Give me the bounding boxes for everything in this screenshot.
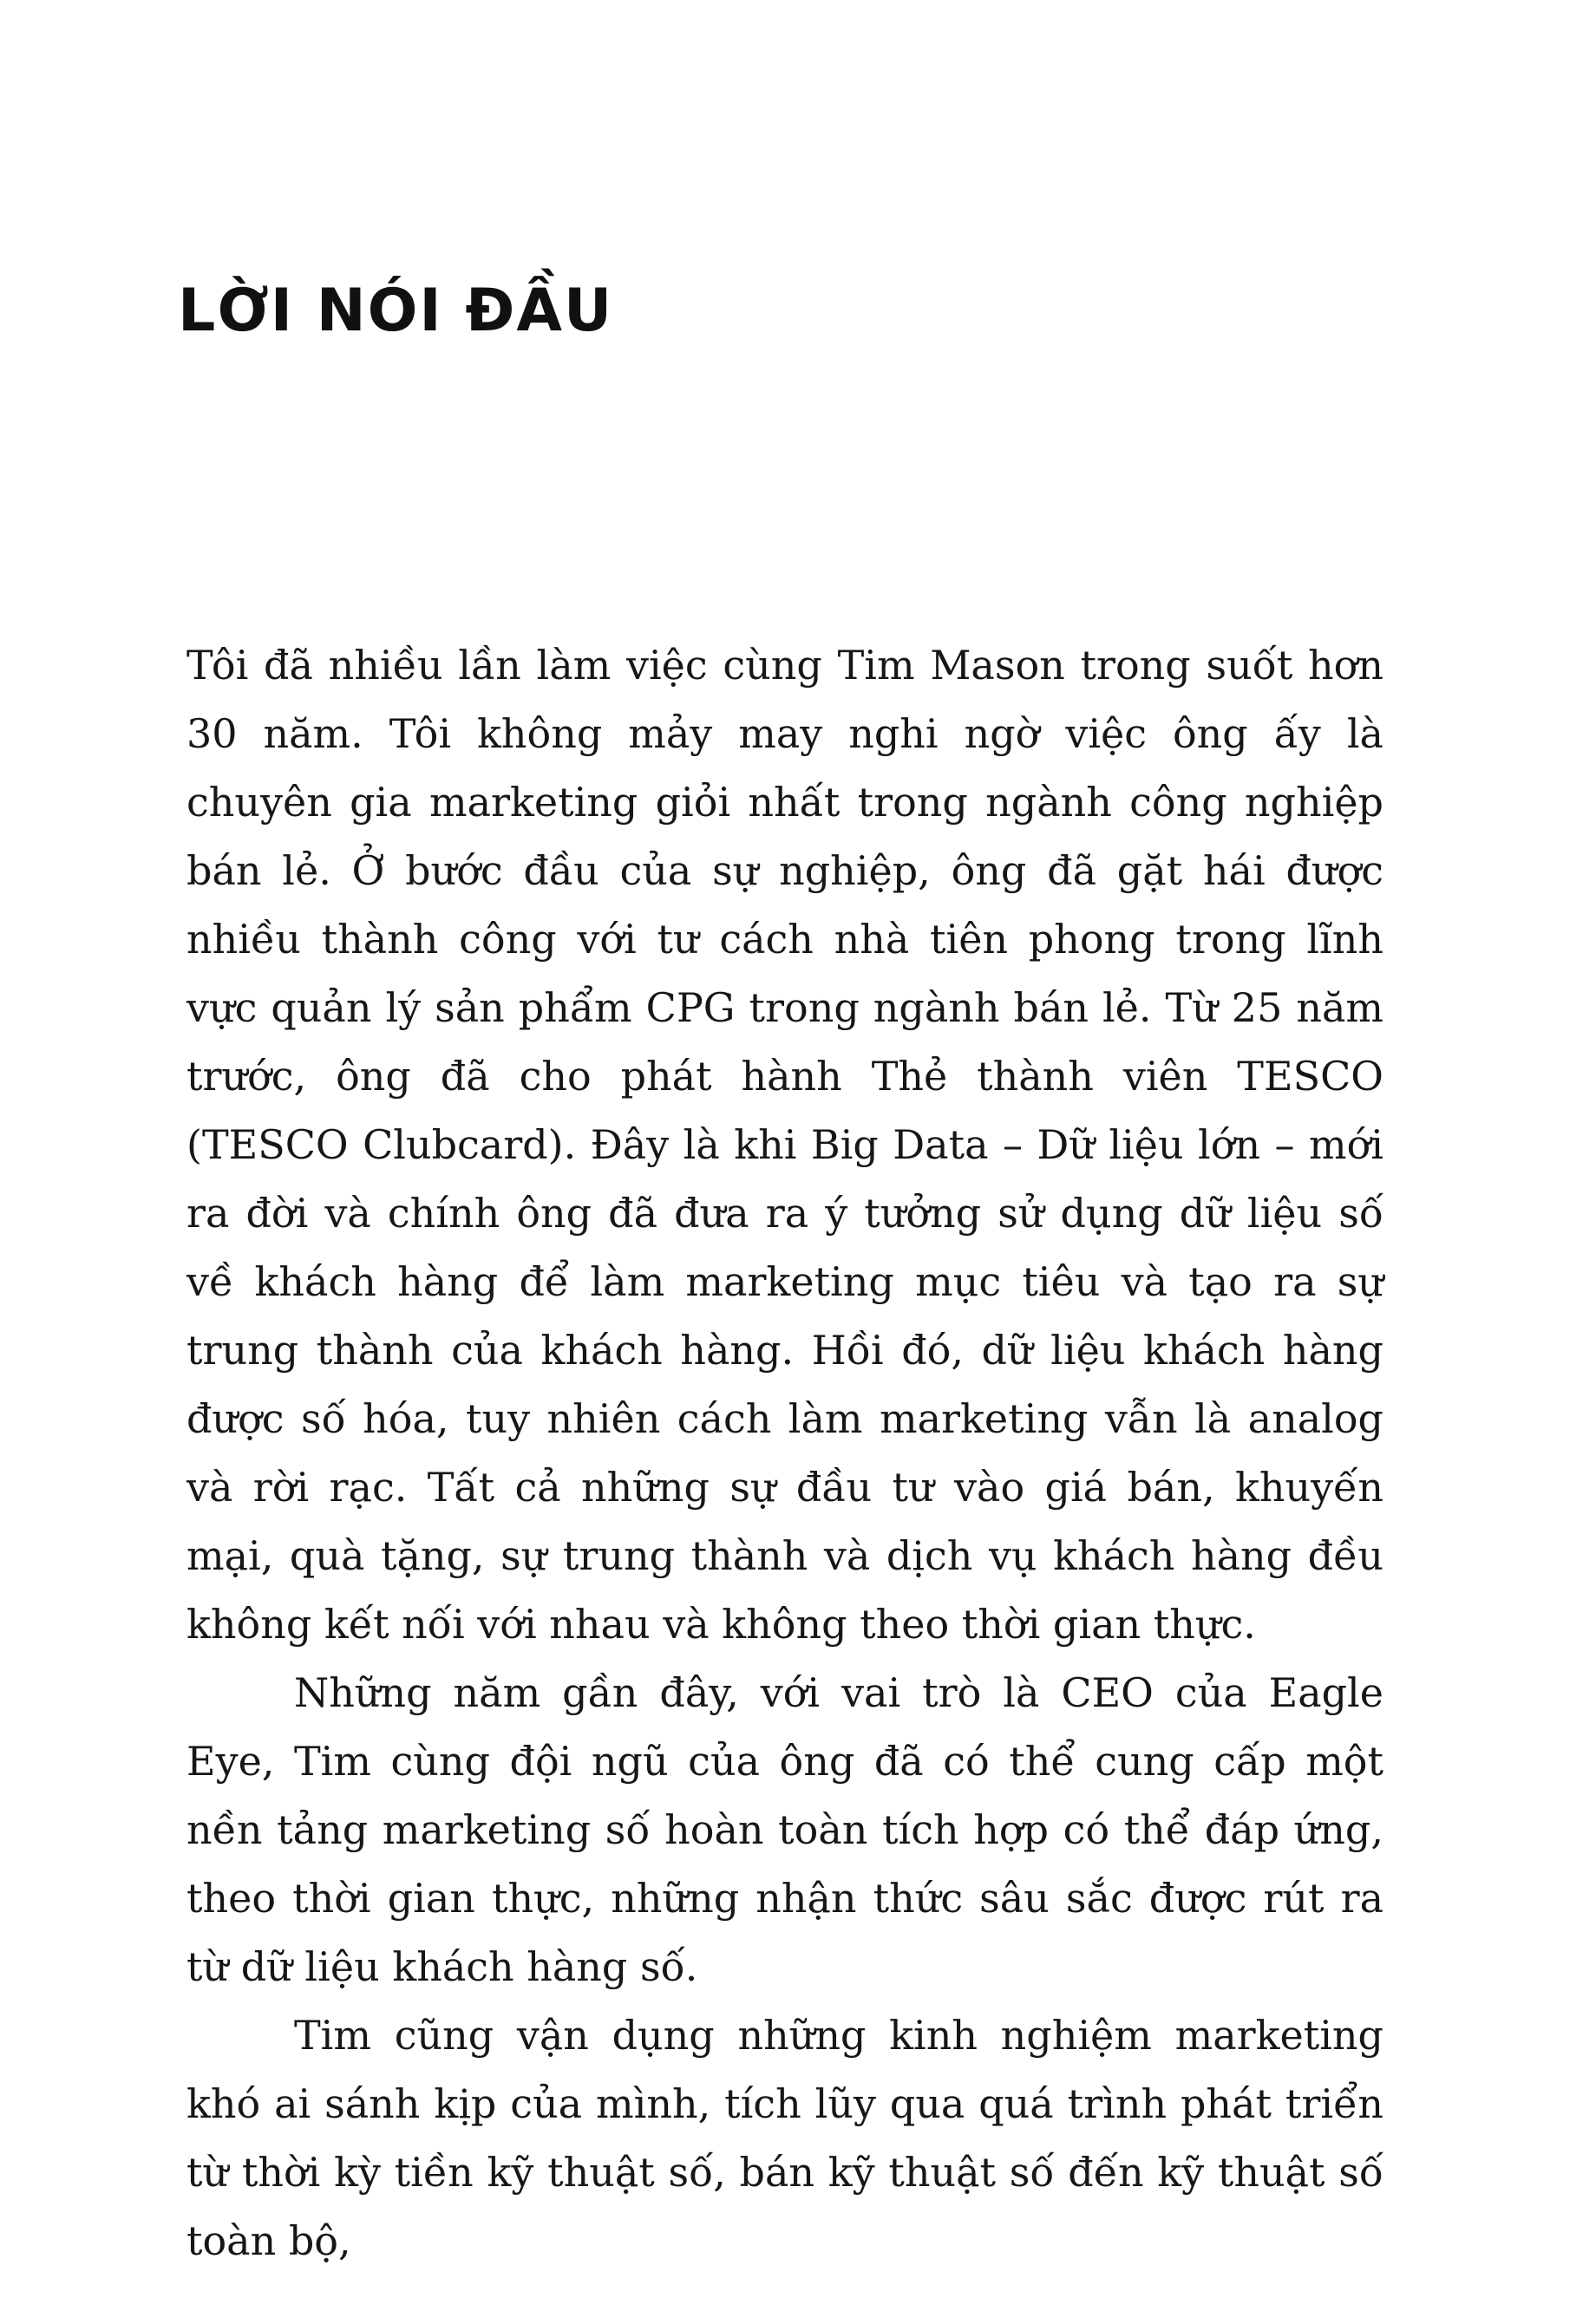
paragraph-2: Những năm gần đây, với vai trò là CEO của Eagle Eye, Tim cùng đội ngũ của ông đã có thể cung cấp một nền tảng marketing số hoàn toàn tích hợp có thể đáp ứng, theo thời gian thực, những nhận thức sâu sắc được rút ra từ dữ liệu khách hàng số. bbox=[186, 1669, 1383, 1990]
body-text bbox=[186, 631, 1383, 2275]
paragraph-1: Tôi đã nhiều lần làm việc cùng Tim Mason trong suốt hơn 30 năm. Tôi không mảy may nghi ngờ việc ông ấy là chuyên gia marketing giỏi nhất trong ngành công nghiệp bán lẻ. Ở bước đầu của sự nghiệp, ông đã gặt hái được nhiều thành công với tư cách nhà tiên phong trong lĩnh vực quản lý sản phẩm CPG trong ngành bán lẻ. Từ 25 năm trước, ông đã cho phát hành Thẻ thành viên TESCO (TESCO Clubcard). Đây là khi Big Data – Dữ liệu lớn – mới ra đời và chính ông đã đưa ra ý tưởng sử dụng dữ liệu số về khách hàng để làm marketing mục tiêu và tạo ra sự trung thành của khách hàng. Hồi đó, dữ liệu khách hàng được số hóa, tuy nhiên cách làm marketing vẫn là analog và rời rạc. Tất cả những sự đầu tư vào giá bán, khuyến mại, quà tặng, sự trung thành và dịch vụ khách hàng đều không kết nối với nhau và không theo thời gian thực. bbox=[186, 642, 1383, 1648]
page-title: LỜI NÓI ĐẦU bbox=[178, 277, 614, 345]
paragraph-3: Tim cũng vận dụng những kinh nghiệm marketing khó ai sánh kịp của mình, tích lũy qua quá trình phát triển từ thời kỳ tiền kỹ thuật số, bán kỹ thuật số đến kỹ thuật số toàn bộ, bbox=[186, 2012, 1383, 2264]
